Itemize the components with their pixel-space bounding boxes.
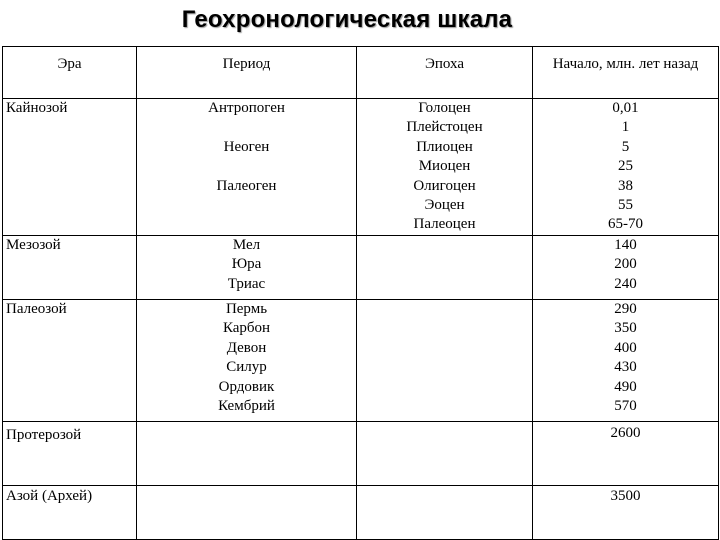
header-epoch: Эпоха [357, 47, 533, 99]
period-name: Палеоген [216, 177, 277, 194]
start-value: 25 [618, 158, 633, 175]
start-value: 0,01 [612, 100, 639, 116]
start-value: 2600 [610, 425, 641, 441]
header-start: Начало, млн. лет назад [533, 47, 719, 99]
era-name: Палеозой [6, 301, 67, 317]
era-name: Азой (Архей) [6, 488, 93, 504]
epoch-cell [357, 236, 533, 300]
period-spacer [137, 118, 356, 137]
header-period: Период [137, 47, 357, 99]
epoch-name: Голоцен [418, 100, 471, 116]
start-cell [533, 300, 719, 422]
start-value: 5 [621, 138, 630, 155]
table-row-paleozoic [3, 300, 719, 422]
table-row-archean [3, 486, 719, 540]
era-name: Кайнозой [6, 100, 68, 116]
start-value: 140 [614, 237, 637, 253]
start-value: 65-70 [608, 216, 643, 233]
era-name: Протерозой [6, 427, 82, 443]
period-name: Антропоген [208, 100, 285, 116]
period-name: Неоген [223, 138, 270, 155]
start-cell [533, 99, 719, 236]
epoch-cell [357, 300, 533, 422]
epoch-name: Палеоцен [413, 216, 476, 233]
period-name: Карбон [222, 320, 271, 337]
epoch-name: Эоцен [424, 197, 465, 214]
start-value: 3500 [610, 488, 641, 504]
period-name: Силур [226, 359, 267, 376]
start-value: 1 [621, 119, 630, 136]
start-cell [533, 236, 719, 300]
period-cell [137, 236, 357, 300]
period-cell [137, 99, 357, 236]
period-name: Пермь [225, 301, 268, 317]
period-name: Мел [232, 237, 261, 253]
epoch-name: Олигоцен [413, 177, 476, 194]
era-name: Мезозой [6, 237, 61, 253]
header-row [3, 47, 719, 99]
start-value: 55 [618, 197, 633, 214]
era-cell [3, 300, 137, 422]
epoch-cell [357, 422, 533, 486]
table-row-proterozoic [3, 422, 719, 486]
period-cell [137, 422, 357, 486]
period-cell [137, 486, 357, 540]
epoch-name: Миоцен [418, 158, 471, 175]
period-name: Ордовик [218, 378, 275, 395]
start-value: 240 [614, 275, 637, 292]
start-value: 200 [614, 256, 637, 273]
epoch-cell [357, 99, 533, 236]
period-name: Кембрий [218, 398, 275, 415]
start-value: 290 [614, 301, 637, 317]
epoch-name: Плиоцен [416, 138, 473, 155]
header-era: Эра [3, 47, 137, 99]
epoch-cell [357, 486, 533, 540]
start-value: 350 [614, 320, 637, 337]
start-value: 400 [614, 339, 637, 356]
table-row-mesozoic [3, 236, 719, 300]
start-cell [533, 422, 719, 486]
era-cell [3, 236, 137, 300]
start-value: 490 [614, 378, 637, 395]
geochronological-table [2, 46, 719, 540]
period-name: Юра [231, 256, 262, 273]
start-cell [533, 486, 719, 540]
table-row-cenozoic [3, 99, 719, 236]
period-name: Триас [227, 275, 266, 292]
page-title: Геохронологическая шкала [181, 6, 513, 33]
era-cell [3, 422, 137, 486]
start-value: 570 [614, 398, 637, 415]
start-value: 38 [618, 177, 633, 194]
period-spacer [137, 157, 356, 176]
period-cell [137, 300, 357, 422]
start-value: 430 [614, 359, 637, 376]
epoch-name: Плейстоцен [406, 119, 483, 136]
period-name: Девон [226, 339, 267, 356]
era-cell [3, 486, 137, 540]
era-cell [3, 99, 137, 236]
